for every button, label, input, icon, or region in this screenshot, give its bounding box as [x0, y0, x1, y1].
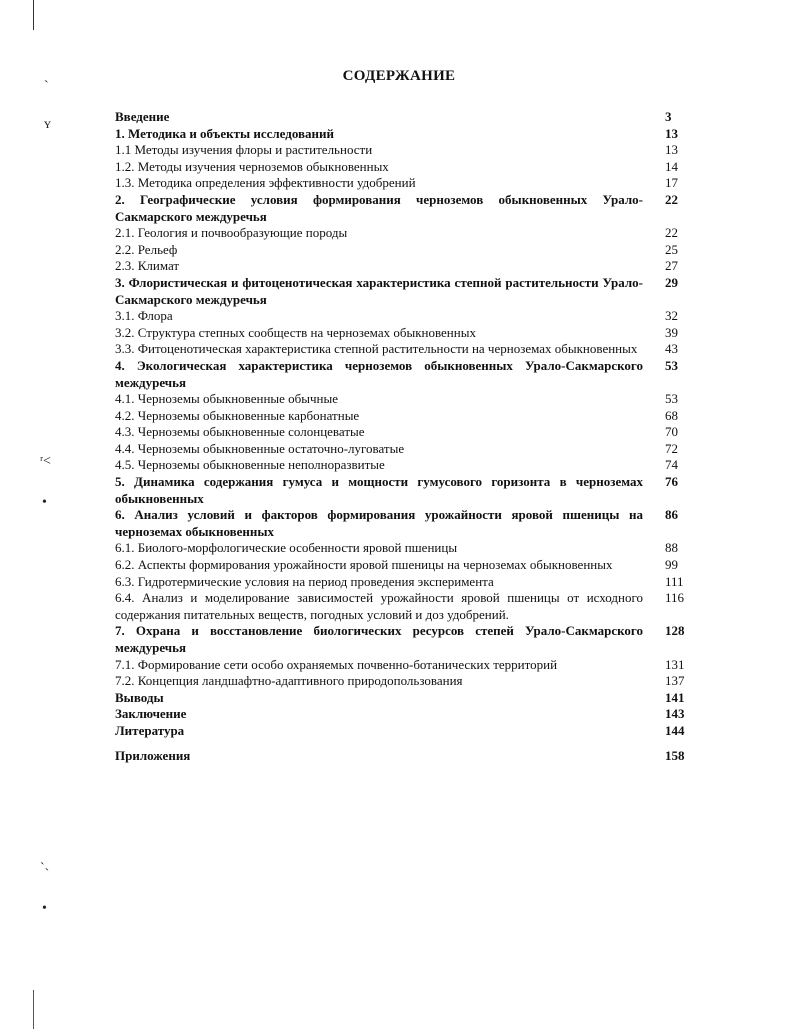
- toc-entry-title: 2.2. Рельеф: [115, 241, 178, 257]
- toc-entry[interactable]: [115, 623, 698, 656]
- toc-entry[interactable]: [115, 474, 698, 507]
- toc-entry-title: Заключение: [115, 706, 187, 722]
- toc-entry[interactable]: [115, 574, 698, 591]
- toc-entry-page-number: 111: [665, 573, 684, 589]
- toc-entry[interactable]: [115, 424, 698, 441]
- scan-speck: ʳ˂: [40, 454, 51, 469]
- toc-entry-title: 7. Охрана и восстановление биологических ресурсов степей Урало-Сакмарского междуречья: [115, 623, 643, 655]
- scan-edge-top: [33, 0, 34, 30]
- toc-entry-title: 7.2. Концепция ландшафтно-адаптивного природопользования: [115, 673, 463, 689]
- toc-entry[interactable]: [115, 408, 698, 425]
- toc-entry-page-number: 76: [665, 474, 678, 490]
- scan-speck: ʏ: [44, 117, 51, 132]
- toc-entry[interactable]: [115, 358, 698, 391]
- toc-entry[interactable]: [115, 308, 698, 325]
- toc-entry-page-number: 144: [665, 722, 685, 738]
- toc-entry-title: 4.5. Черноземы обыкновенные неполноразвитые: [115, 457, 385, 473]
- toc-entry[interactable]: [115, 391, 698, 408]
- table-of-contents: [115, 109, 698, 764]
- toc-entry-page-number: 29: [665, 274, 678, 290]
- toc-entry-page-number: 25: [665, 241, 678, 257]
- toc-entry[interactable]: [115, 126, 698, 143]
- toc-entry-title: 4.2. Черноземы обыкновенные карбонатные: [115, 407, 360, 423]
- toc-entry-title: 1.3. Методика определения эффективности удобрений: [115, 175, 416, 191]
- toc-entry-page-number: 128: [665, 623, 685, 639]
- toc-entry-title: Приложения: [115, 747, 191, 763]
- toc-entry-page-number: 17: [665, 175, 678, 191]
- toc-entry-page-number: 158: [665, 747, 685, 763]
- toc-entry-page-number: 13: [665, 125, 678, 141]
- toc-entry-page-number: 14: [665, 158, 678, 174]
- toc-entry-page-number: 88: [665, 540, 678, 556]
- toc-entry[interactable]: [115, 540, 698, 557]
- toc-entry-title: 1.1 Методы изучения флоры и растительности: [115, 142, 373, 158]
- scan-speck: ˋ: [44, 79, 49, 94]
- toc-entry-title: 3.3. Фитоценотическая характеристика степной растительности на черноземах обыкновенных: [115, 341, 638, 357]
- toc-entry[interactable]: [115, 325, 698, 342]
- toc-entry[interactable]: [115, 657, 698, 674]
- toc-entry[interactable]: [115, 242, 698, 259]
- toc-entry-page-number: 53: [665, 357, 678, 373]
- toc-entry-page-number: 70: [665, 424, 678, 440]
- toc-entry-page-number: 3: [665, 109, 672, 124]
- toc-entry[interactable]: [115, 159, 698, 176]
- toc-entry-title: 5. Динамика содержания гумуса и мощности гумусового горизонта в черноземах обыкновенных: [115, 474, 643, 506]
- toc-entry-title: 3.1. Флора: [115, 308, 173, 324]
- toc-entry-title: 1. Методика и объекты исследований: [115, 125, 335, 141]
- toc-entry[interactable]: [115, 723, 698, 740]
- toc-entry-title: 2. Географические условия формирования черноземов обыкновенных Урало-Сакмарского междуречья: [115, 191, 643, 224]
- toc-entry-page-number: 86: [665, 507, 678, 523]
- toc-entry[interactable]: [115, 748, 698, 765]
- toc-entry-page-number: 131: [665, 656, 685, 672]
- toc-entry-title: 2.1. Геология и почвообразующие породы: [115, 225, 348, 241]
- toc-entry[interactable]: [115, 590, 698, 623]
- toc-entry-page-number: 27: [665, 258, 678, 274]
- toc-entry[interactable]: [115, 441, 698, 458]
- toc-entry-page-number: 141: [665, 689, 685, 705]
- toc-entry-title: 6.3. Гидротермические условия на период проведения эксперимента: [115, 573, 494, 589]
- toc-entry-title: 6.1. Биолого-морфологические особенности яровой пшеницы: [115, 540, 458, 556]
- toc-entry[interactable]: [115, 109, 698, 126]
- toc-entry-title: 1.2. Методы изучения черноземов обыкновенных: [115, 158, 389, 174]
- toc-entry[interactable]: [115, 275, 698, 308]
- toc-entry-page-number: 32: [665, 308, 678, 324]
- toc-entry-page-number: 74: [665, 457, 678, 473]
- scan-speck: ˋ˴: [40, 861, 50, 876]
- toc-entry-title: 2.3. Климат: [115, 258, 180, 274]
- toc-entry[interactable]: [115, 258, 698, 275]
- toc-entry-title: 4.3. Черноземы обыкновенные солонцеватые: [115, 424, 365, 440]
- toc-entry-title: 3.2. Структура степных сообществ на черноземах обыкновенных: [115, 324, 476, 340]
- toc-entry-title: Литература: [115, 722, 185, 738]
- page-title: СОДЕРЖАНИЕ: [342, 68, 456, 84]
- toc-entry-page-number: 39: [665, 324, 678, 340]
- scan-speck: •: [42, 495, 47, 510]
- toc-entry-title: Выводы: [115, 689, 164, 705]
- toc-entry[interactable]: [115, 225, 698, 242]
- toc-entry-page-number: 116: [665, 590, 685, 606]
- toc-entry[interactable]: [115, 706, 698, 723]
- toc-entry-page-number: 53: [665, 391, 678, 407]
- toc-entry[interactable]: [115, 507, 698, 540]
- toc-entry-page-number: 43: [665, 341, 678, 357]
- toc-entry-page-number: 72: [665, 440, 678, 456]
- toc-entry-page-number: 68: [665, 407, 678, 423]
- toc-entry[interactable]: [115, 341, 698, 358]
- toc-entry-page-number: 22: [665, 191, 678, 207]
- scan-edge-bottom: [33, 990, 34, 1029]
- toc-entry-title: 4.4. Черноземы обыкновенные остаточно-луговатые: [115, 440, 405, 456]
- toc-entry-title: 4.1. Черноземы обыкновенные обычные: [115, 391, 339, 407]
- toc-entry[interactable]: [115, 673, 698, 690]
- toc-entry-title: 3. Флористическая и фитоценотическая характеристика степной растительности Урало-Сакмарского междуречья: [115, 274, 643, 307]
- toc-entry-title: 7.1. Формирование сети особо охраняемых почвенно-ботанических территорий: [115, 656, 558, 672]
- toc-entry[interactable]: [115, 690, 698, 707]
- toc-entry-page-number: 22: [665, 225, 678, 241]
- toc-entry-title: Введение: [115, 109, 170, 124]
- toc-entry[interactable]: [115, 175, 698, 192]
- toc-entry[interactable]: [115, 457, 698, 474]
- toc-entry-page-number: 13: [665, 142, 678, 158]
- toc-entry[interactable]: [115, 557, 698, 574]
- toc-entry-title: 6.2. Аспекты формирования урожайности яровой пшеницы на черноземах обыкновенных: [115, 557, 613, 573]
- toc-entry-title: 6.4. Анализ и моделирование зависимостей урожайности яровой пшеницы от исходного содержания питательных веществ, погодных условий и доз удобрений.: [115, 590, 643, 622]
- toc-entry-page-number: 143: [665, 706, 685, 722]
- toc-entry-page-number: 99: [665, 557, 678, 573]
- toc-entry-title: 6. Анализ условий и факторов формирования урожайности яровой пшеницы на черноземах обыкновенных: [115, 507, 643, 539]
- toc-entry-title: 4. Экологическая характеристика черноземов обыкновенных Урало-Сакмарского междуречья: [115, 357, 643, 390]
- toc-entry[interactable]: [115, 192, 698, 225]
- scan-speck: •: [42, 901, 47, 916]
- toc-entry-page-number: 137: [665, 673, 685, 689]
- toc-entry[interactable]: [115, 142, 698, 159]
